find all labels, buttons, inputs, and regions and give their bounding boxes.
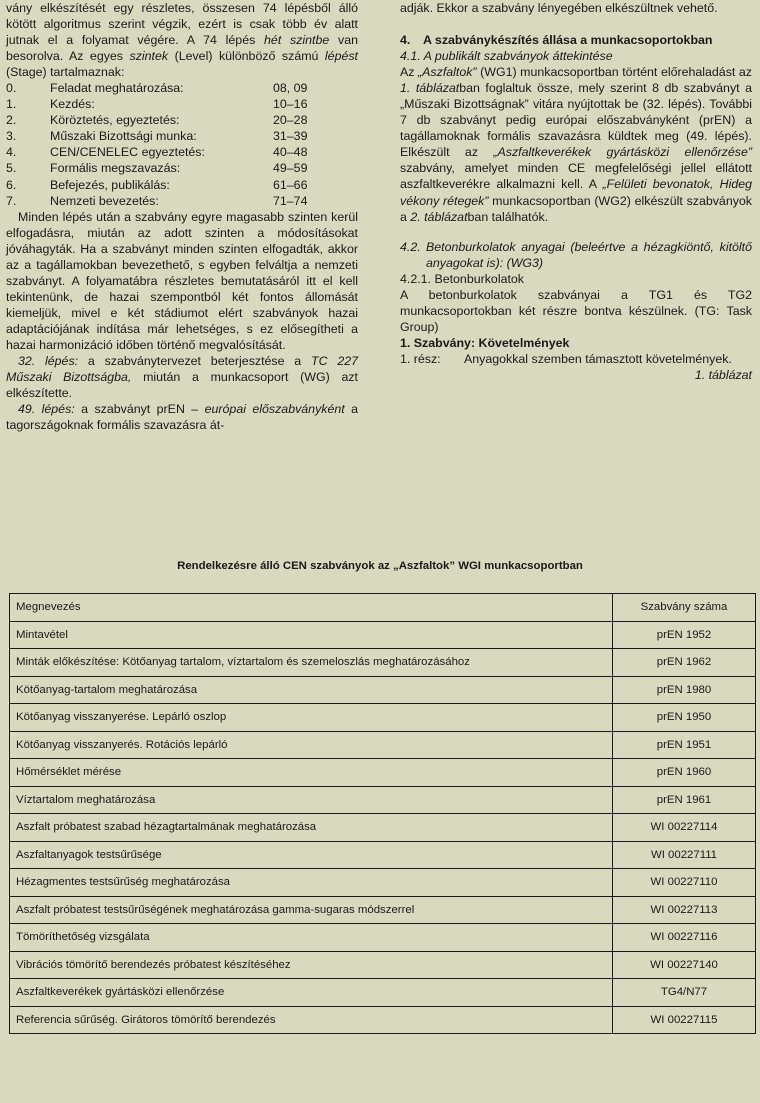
- table-row: [10, 704, 756, 732]
- standard-number: WI 00227111: [613, 841, 756, 869]
- standard-name: Aszfaltkeverékek gyártásközi ellenőrzése: [10, 979, 613, 1007]
- stage-item: 3. Műszaki Bizottsági munka: 31–39: [6, 129, 308, 144]
- standard-number: prEN 1980: [613, 676, 756, 704]
- left-column: [6, 0, 358, 433]
- table-row: [10, 621, 756, 649]
- stage-item: 4. CEN/CENELEC egyeztetés: 40–48: [6, 145, 308, 160]
- standard-number: prEN 1962: [613, 649, 756, 677]
- step-32-paragraph: 32. lépés: a szabványtervezet beterjesztése a TC 227 Műszaki Bizottságba, miután a munkacsoport (WG) azt elkészítette.: [6, 354, 358, 401]
- column-header-name: Megnevezés: [10, 594, 613, 622]
- section-4-2-1-heading: 4.2.1. Betonburkolatok: [400, 271, 524, 286]
- standard-name: Kötőanyag-tartalom meghatározása: [10, 676, 613, 704]
- table-row: [10, 951, 756, 979]
- stage-item: 7. Nemzeti bevezetés: 71–74: [6, 193, 308, 208]
- stage-item: 6. Befejezés, publikálás: 61–66: [6, 177, 308, 192]
- standard-name: Víztartalom meghatározása: [10, 786, 613, 814]
- standard-number: WI 00227113: [613, 896, 756, 924]
- table-row: [10, 896, 756, 924]
- section-4-2-1-paragraph: A betonburkolatok szabványai a TG1 és TG2 munkacsoportokban két részre bontva készülnek. (TG: Task Group): [400, 287, 752, 334]
- right-column: [400, 0, 752, 383]
- stage-item: 1. Kezdés: 10–16: [6, 97, 308, 112]
- table-row: [10, 979, 756, 1007]
- standard-number: WI 00227140: [613, 951, 756, 979]
- standard-number: WI 00227110: [613, 869, 756, 897]
- table-row: [10, 814, 756, 842]
- standard-name: Vibrációs tömörítő berendezés próbatest készítéséhez: [10, 951, 613, 979]
- process-paragraph: Minden lépés után a szabvány egyre magasabb szinten kerül elfogadásra, miután az adott szinten a módosításokat jóváhagyták. Ha a szabványt minden szinten elfogadták, akkor az a tagállamokban bevezethető, s egyben felváltja a nemzeti szabványt. A folyamatábra részletes bemutatásáról itt el kell tekintenünk, de hazai szempontból két fontos állomását kiemeljük, mivel e két stádiumot elért szabványok hazai adaptációjának indítása már lehetséges, s ez elősegítheti a hazai harmonizáció időben történő megvalósítását.: [6, 209, 358, 352]
- standard-number: WI 00227115: [613, 1006, 756, 1034]
- standard-number: prEN 1960: [613, 759, 756, 787]
- standard-number: prEN 1951: [613, 731, 756, 759]
- continuation-paragraph: adják. Ekkor a szabvány lényegében elkészültnek vehető.: [400, 1, 718, 15]
- table-row: [10, 841, 756, 869]
- standard-number: WI 00227116: [613, 924, 756, 952]
- stage-item: 2. Köröztetés, egyeztetés: 20–28: [6, 113, 308, 128]
- table-row: [10, 676, 756, 704]
- stage-list: [6, 80, 358, 208]
- standard-name: Hőmérséklet mérése: [10, 759, 613, 787]
- table-number-label: 1. táblázat: [694, 367, 752, 382]
- table-row: [10, 731, 756, 759]
- standard-1-heading: 1. Szabvány: Követelmények: [400, 335, 570, 350]
- table-caption: Rendelkezésre álló CEN szabványok az „Aszfaltok” WGI munkacsoportban: [177, 560, 583, 572]
- table-row: [10, 786, 756, 814]
- step-49-paragraph: 49. lépés: a szabványt prEN – európai előszabványként a tagországoknak formális szavazásra át-: [6, 402, 358, 433]
- table-row: [10, 869, 756, 897]
- stage-item: 5. Formális megszavazás: 49–59: [6, 161, 308, 176]
- table-row: [10, 759, 756, 787]
- section-4-2-heading: 4.2. Betonburkolatok anyagai (beleértve a hézagkiöntő, kitöltő anyagokat is): (WG3): [400, 239, 752, 270]
- standard-name: Referencia sűrűség. Girátoros tömörítő berendezés: [10, 1006, 613, 1034]
- section-4-heading: 4. A szabványkészítés állása a munkacsoportokban: [400, 33, 713, 48]
- table-row: [10, 1006, 756, 1034]
- standard-name: Mintavétel: [10, 621, 613, 649]
- standard-name: Aszfalt próbatest testsűrűségének meghatározása gamma-sugaras módszerrel: [10, 896, 613, 924]
- table-header-row: [10, 594, 756, 622]
- standard-number: prEN 1950: [613, 704, 756, 732]
- standard-name: Hézagmentes testsűrűség meghatározása: [10, 869, 613, 897]
- standard-number: prEN 1961: [613, 786, 756, 814]
- standard-name: Tömöríthetőség vizsgálata: [10, 924, 613, 952]
- part-1-item: 1. rész: Anyagokkal szemben támasztott követelmények.: [400, 351, 732, 366]
- standard-number: WI 00227114: [613, 814, 756, 842]
- standard-name: Aszfalt próbatest szabad hézagtartalmának meghatározása: [10, 814, 613, 842]
- intro-paragraph: vány elkészítését egy részletes, összesen 74 lépésből álló kötött algoritmus szerint végzik, ezért is csak több év alatt jutnak el a folyamat végére. A 74 lépés hét szintbe van besorolva. Az egyes szintek (Level) különböző számú lépést (Stage) tartalmaznak:: [6, 1, 358, 80]
- column-header-number: Szabvány száma: [613, 594, 756, 622]
- standard-number: TG4/N77: [613, 979, 756, 1007]
- standard-name: Kötőanyag visszanyerése. Lepárló oszlop: [10, 704, 613, 732]
- section-4-1-heading: 4.1. A publikált szabványok áttekintése: [400, 49, 613, 64]
- standard-name: Minták előkészítése: Kötőanyag tartalom, víztartalom és szemeloszlás meghatározásához: [10, 649, 613, 677]
- table-row: [10, 924, 756, 952]
- stage-item: 0. Feladat meghatározása: 08, 09: [6, 81, 308, 96]
- standard-name: Aszfaltanyagok testsűrűsége: [10, 841, 613, 869]
- standard-name: Kötőanyag visszanyerés. Rotációs lepárló: [10, 731, 613, 759]
- standard-number: prEN 1952: [613, 621, 756, 649]
- table-row: [10, 649, 756, 677]
- standards-table: [9, 593, 756, 1034]
- section-4-1-paragraph: Az „Aszfaltok” (WG1) munkacsoportban történt előrehaladást az 1. táblázatban foglaltuk össze, mely szerint 8 db szabványt a „Műszaki Bizottságnak” vitára nyújtottak be (32. lépés). További 7 db szabványt pedig európai előszabványként (prEN) a tagállamoknak formális szavazásra küldtek meg (49. lépés). Elkészült az „Aszfaltkeverékek gyártásközi ellenőrzése” szabvány, amelyet minden CE megfelelőségi jellel ellátott aszfaltkeverékre alkalmazni kell. A „Felületi bevonatok, Hideg vékony rétegek” munkacsoportban (WG2) elkészült szabványok a 2. táblázatban találhatók.: [400, 65, 752, 224]
